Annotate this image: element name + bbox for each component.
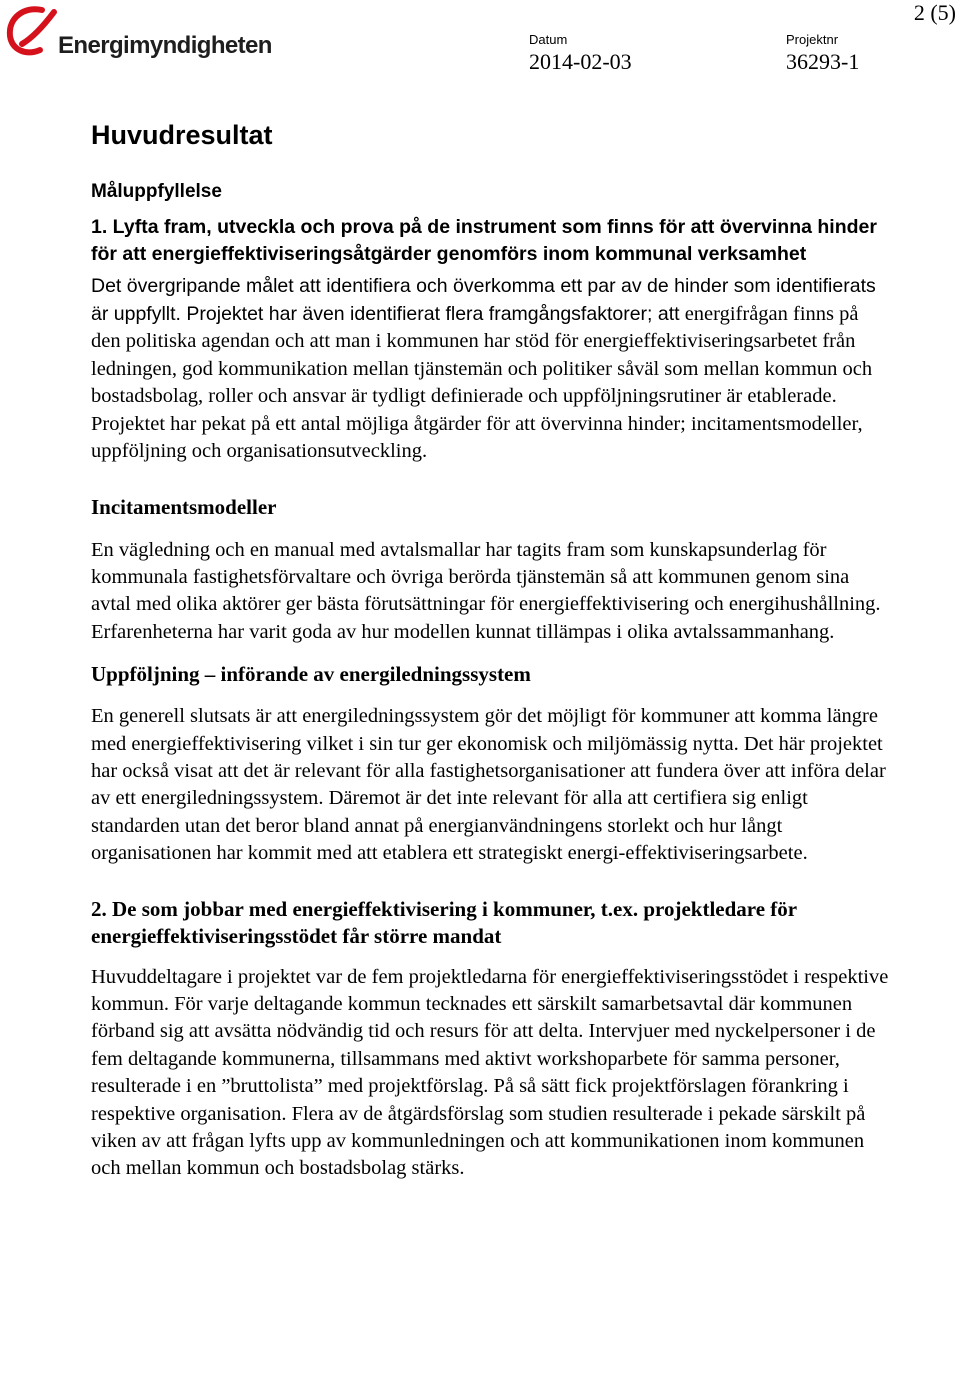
incentive-models-body: En vägledning och en manual med avtalsmallar har tagits fram som kunskapsunderlag för kommunala fastighetsförvaltare och övriga berörda tjänstemän så att kommunen genom sina avtal med olika aktörer ger bästa förutsättningar för energieffektivisering och energihushållning. Erfarenheterna har varit goda av hur modellen kunnat tillämpas i olika avtalssammanhang. [91,538,881,643]
energimyndigheten-logo [6,4,272,60]
date-value: 2014-02-03 [529,49,632,74]
logo-wordmark: Energimyndigheten [58,32,272,59]
goal-2-heading: 2. De som jobbar med energieffektivisering i kommuner, t.ex. projektledare för energieffektiviseringsstödet får större mandat [91,896,797,948]
goal-2-body: Huvuddeltagare i projektet var de fem projektledarna för energieffektiviseringsstödet i respektive kommun. För varje deltagande kommun tecknades ett särskilt samarbetsavtal där kommunen förband sig att avsätta nödvändig tid och resurs för att delta. Intervjuer med nyckelpersoner i de fem deltagande kommunerna, tillsammans med aktivt workshoparbete för samma personer, resulterade i en ”bruttolista” med projektförslag. På så sätt fick projektförslagen förankring i respektive organisation. Flera av de åtgärdsförslag som studien resulterade i pekade särskilt på viken av att frågan lyfts upp av kommunledningen och att kommunikationen inom kommunen och mellan kommun och bostadsbolag stärks. [91,965,889,1180]
page-header [0,0,960,80]
date-block [529,32,632,75]
document-body [91,118,891,1183]
goal-1-body-rest: energifrågan finns på den politiska agendan och att man i kommunen har stöd för energieffektiviseringsarbetet från ledningen, god kommunikation mellan tjänstemän och politiker såväl som mellan kommun och bostadsbolag, roller och ansvar är tydligt definierade och uppföljningsrutiner är etablerade. Projektet har pekat på ett antal möjliga åtgärder för att övervinna hinder; incitamentsmodeller, uppföljning och organisationsutveckling. [91,302,873,462]
follow-up-heading: Uppföljning – införande av energiledningssystem [91,662,531,687]
page-title: Huvudresultat [91,120,273,150]
project-number-value: 36293-1 [786,49,860,74]
goal-1-body [91,273,891,466]
goal-1-body-lead: Det övergripande målet att identifiera och överkomma ett par av de hinder som identifierats är uppfyllt. [91,275,876,325]
goal-1-body-lead-2: Projektet har även identifierat flera framgångsfaktorer; att [180,302,680,325]
date-label: Datum [529,32,568,47]
goal-1-heading: 1. Lyfta fram, utveckla och prova på de instrument som finns för att övervinna hinder för att energieffektiviseringsåtgärder genomförs inom kommunal verksamhet [91,216,877,265]
project-number-block [786,32,859,75]
follow-up-body: En generell slutsats är att energiledningssystem gör det möjligt för kommuner att komma längre med energieffektivisering vilket i sin tur ger ekonomisk och miljömässig nytta. Det här projektet har också visat att det är relevant för alla fastighetsorganisationer att fundera över att införa delar av ett energiledningssystem. Däremot är det inte relevant för alla att certifiera sig enligt standarden utan det beror bland annat på energianvändningens storlekt och hur långt organisationen har kommit med att etablera ett strategiskt energi-effektiviseringsarbete. [91,705,886,865]
project-number-label: Projektnr [786,32,839,47]
incentive-models-heading: Incitamentsmodeller [91,494,277,519]
section-heading-goal-fulfilment: Måluppfyllelse [91,181,222,202]
page-number: 2 (5) [913,0,956,25]
logo-swoosh-icon [6,4,66,60]
